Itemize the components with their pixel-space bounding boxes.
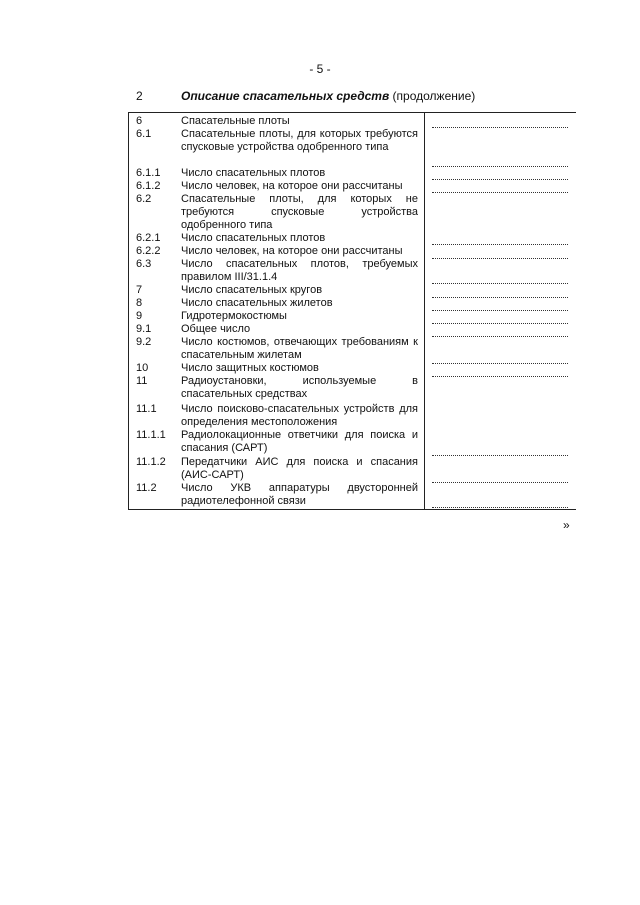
row-number: 6.2.1	[136, 232, 161, 244]
section-title	[181, 89, 475, 103]
row-number: 11.1.2	[136, 456, 166, 468]
row-number: 9.2	[136, 336, 152, 348]
row-label: Число спасательных кругов	[181, 284, 323, 296]
row-label: Спасательные плоты	[181, 115, 290, 127]
row-number: 6.3	[136, 258, 152, 270]
row-number: 6.1	[136, 128, 152, 140]
blank-field-6-2-2	[432, 258, 568, 260]
blank-field-6	[432, 127, 568, 129]
row-number: 6.1.1	[136, 167, 161, 179]
row-label: Радиоустановки, используемые в спасательных средствах	[181, 375, 418, 400]
blank-field-11-2	[432, 507, 568, 509]
blank-field-9	[432, 323, 568, 325]
row-label: Спасательные плоты, для которых не требуются спусковые устройства одобренного типа	[181, 193, 418, 231]
row-number: 6.2.2	[136, 245, 161, 257]
blank-field-7	[432, 297, 568, 299]
row-label: Число спасательных жилетов	[181, 297, 333, 309]
row-number: 8	[136, 297, 143, 309]
section-number: 2	[136, 89, 143, 103]
row-label: Число костюмов, отвечающих требованиям к спасательным жилетам	[181, 336, 418, 361]
row-label: Общее число	[181, 323, 251, 335]
row-label: Число человек, на которое они рассчитаны	[181, 180, 403, 192]
blank-field-9-2	[432, 363, 568, 365]
closing-quote-mark: »	[563, 518, 570, 532]
row-label: Радиолокационные ответчики для поиска и спасания (САРТ)	[181, 429, 418, 454]
row-label: Число спасательных плотов	[181, 232, 326, 244]
section-title-main: Описание спасательных средств	[181, 89, 390, 103]
row-label: Передатчики АИС для поиска и спасания (АИС-САРТ)	[181, 456, 418, 481]
row-label: Число УКВ аппаратуры двусторонней радиотелефонной связи	[181, 482, 418, 507]
row-number: 6.1.2	[136, 180, 161, 192]
row-number: 11.1	[136, 403, 157, 415]
blank-field-6-3	[432, 283, 568, 285]
row-number: 6	[136, 115, 143, 127]
table-column-divider	[424, 112, 425, 510]
blank-field-6-2-1	[432, 244, 568, 246]
row-number: 9	[136, 310, 143, 322]
row-label: Число человек, на которое они рассчитаны	[181, 245, 403, 257]
row-label: Гидротермокостюмы	[181, 310, 287, 322]
blank-field-11-1-1	[432, 455, 568, 457]
row-label: Число спасательных плотов	[181, 167, 326, 179]
blank-field-6-1	[432, 166, 568, 168]
blank-field-8	[432, 310, 568, 312]
blank-field-10	[432, 376, 568, 378]
page-number: - 5 -	[309, 62, 331, 76]
row-number: 11	[136, 375, 148, 387]
row-number: 6.2	[136, 193, 152, 205]
row-number: 11.1.1	[136, 429, 166, 441]
blank-field-9-1	[432, 336, 568, 338]
row-label: Число защитных костюмов	[181, 362, 319, 374]
section-title-suffix: (продолжение)	[389, 89, 476, 103]
blank-field-11-1-2	[432, 482, 568, 484]
blank-field-6-1-1	[432, 179, 568, 181]
row-number: 10	[136, 362, 149, 374]
row-label: Число спасательных плотов, требуемых правилом III/31.1.4	[181, 258, 418, 283]
row-label: Число поисково-спасательных устройств для определения местоположения	[181, 403, 418, 428]
row-label: Спасательные плоты, для которых требуются спусковые устройства одобренного типа	[181, 128, 418, 153]
row-number: 11.2	[136, 482, 157, 494]
blank-field-6-1-2	[432, 192, 568, 194]
row-number: 7	[136, 284, 143, 296]
row-number: 9.1	[136, 323, 152, 335]
